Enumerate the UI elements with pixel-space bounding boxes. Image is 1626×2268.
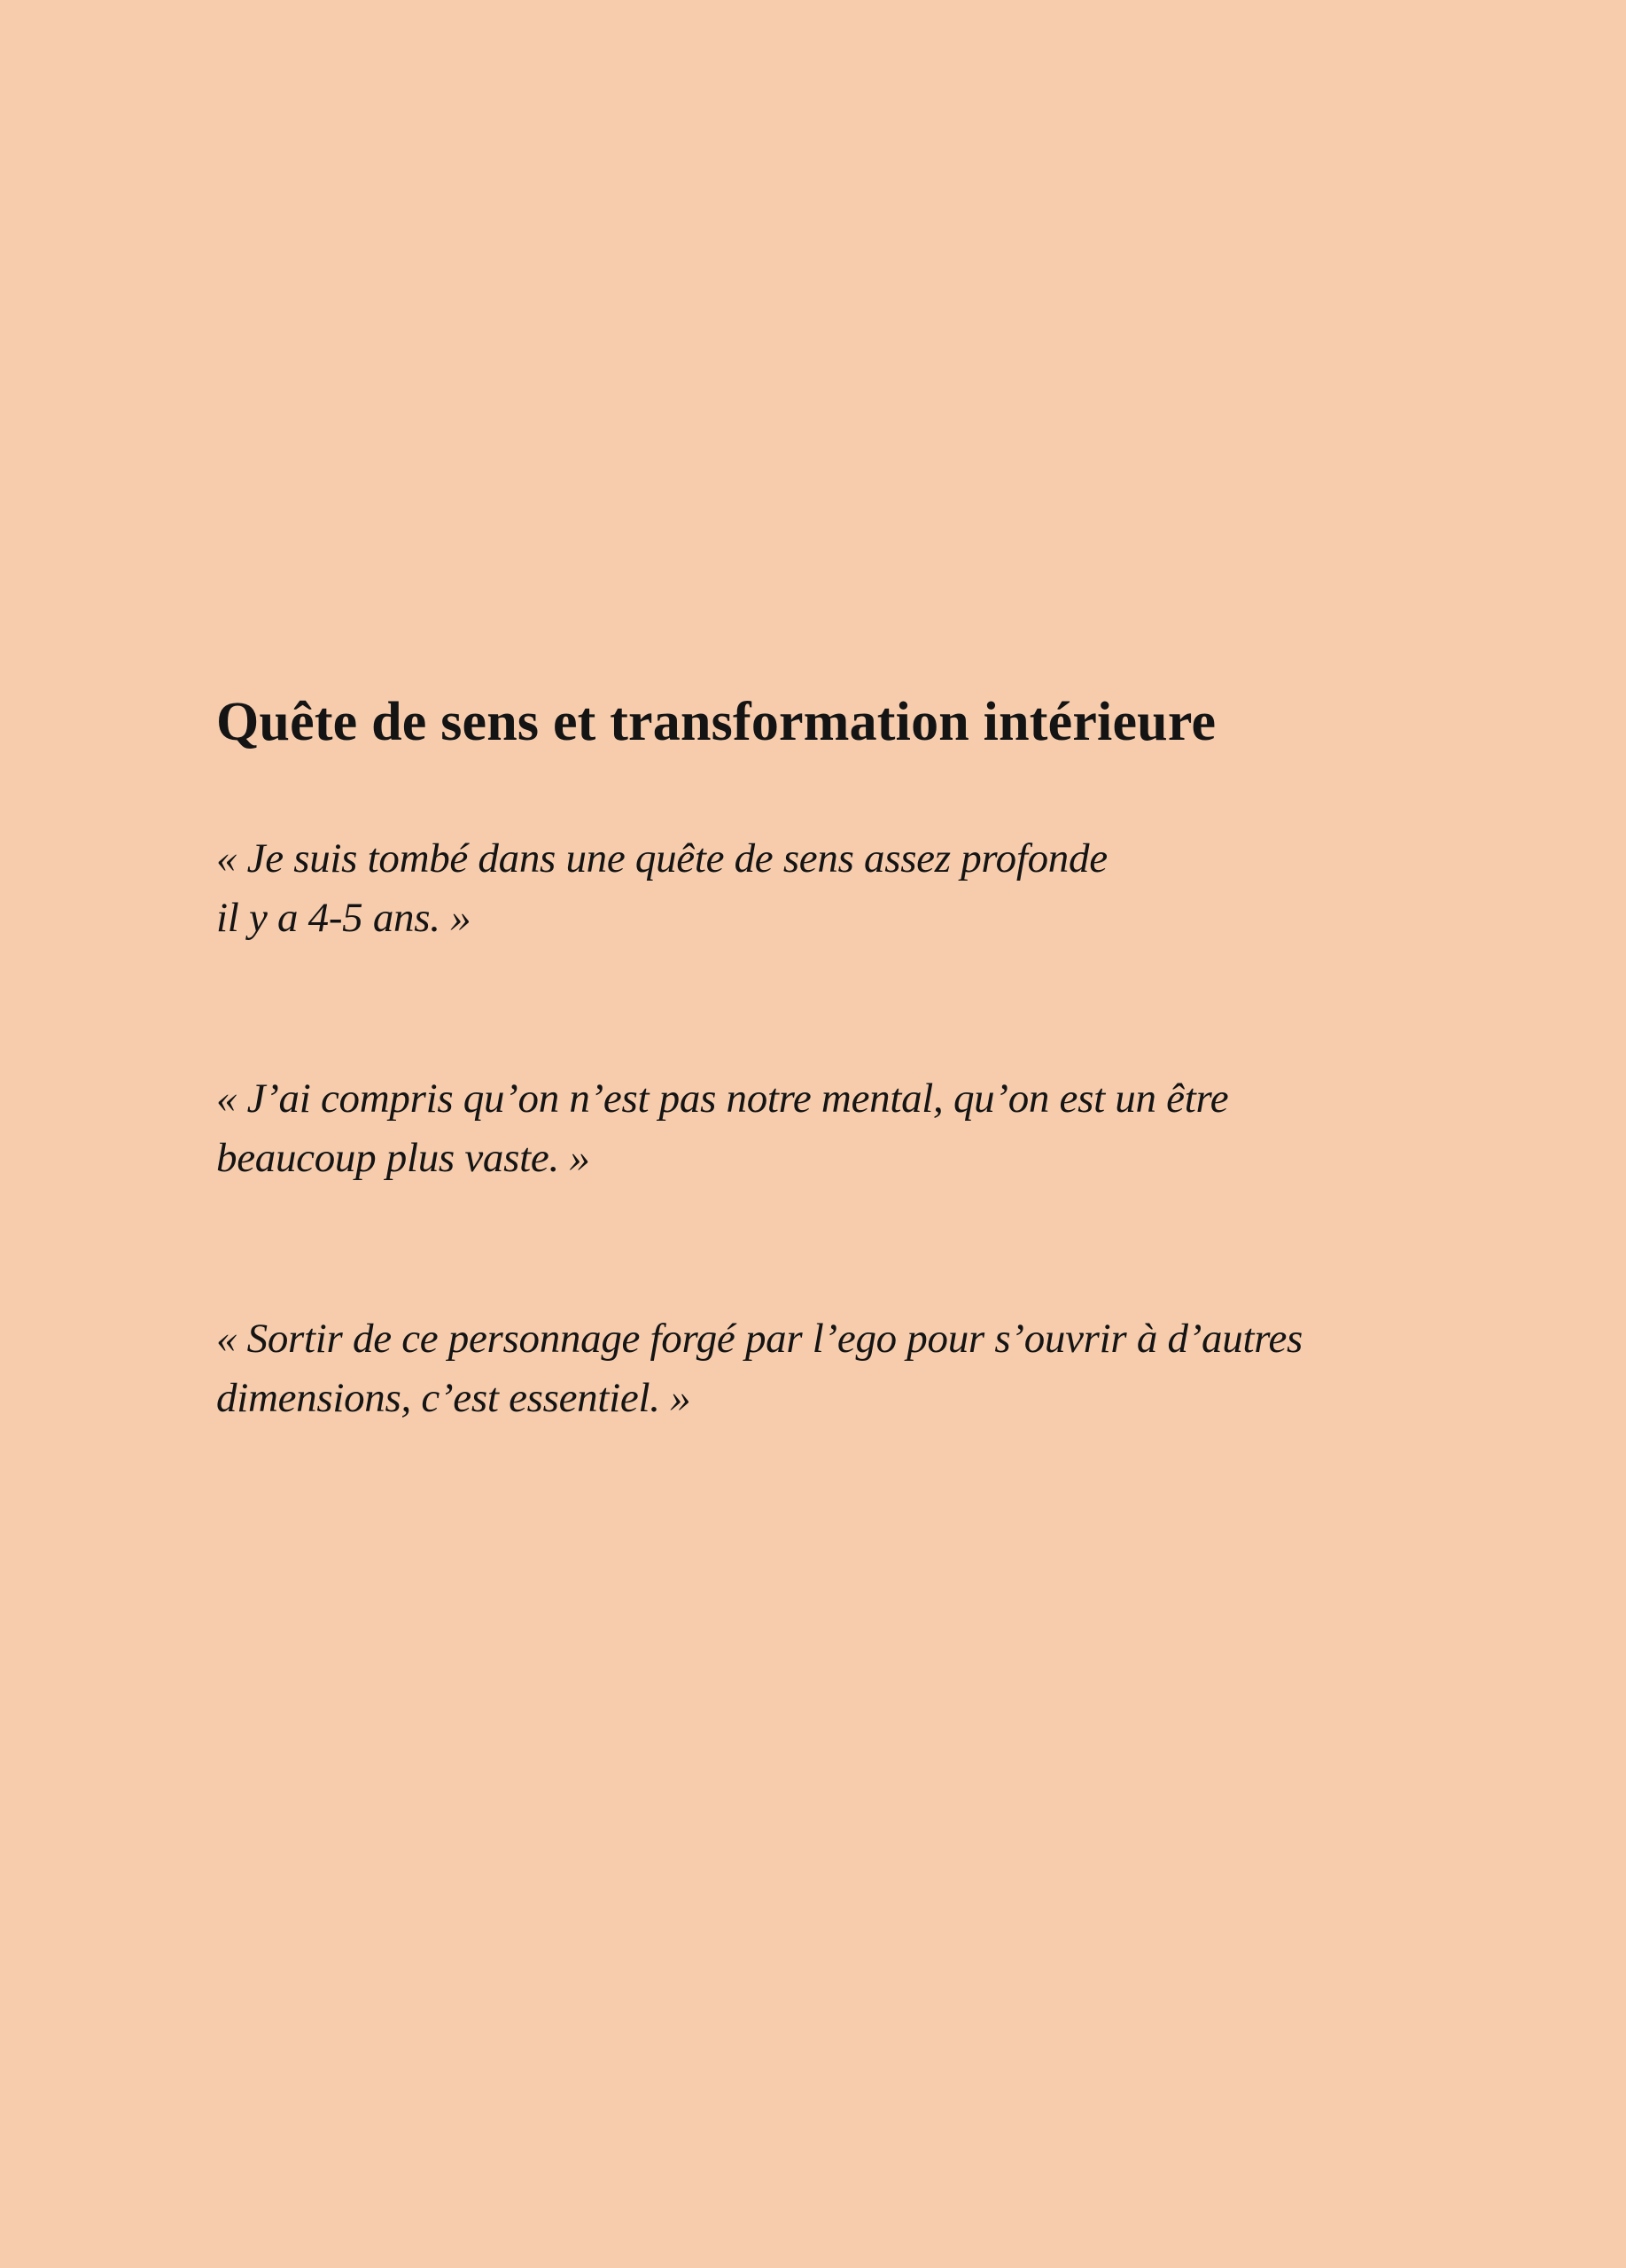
quote-3-line-2: dimensions, c’est essentiel. » [216,1375,691,1422]
document-content [216,691,1457,1428]
quote-2-line-1: « J’ai compris qu’on n’est pas notre mental, qu’on est un être [216,1076,1229,1122]
quote-1-line-1: « Je suis tombé dans une quête de sens assez profonde [216,835,1108,882]
quote-3-line-1: « Sortir de ce personnage forgé par l’ego pour s’ouvrir à d’autres [216,1316,1303,1363]
quote-1-line-2: il y a 4-5 ans. » [216,895,471,942]
quote-3 [216,1309,1457,1428]
page-title: Quête de sens et transformation intérieure [216,692,1217,752]
quote-1 [216,829,1457,948]
quote-2-line-2: beaucoup plus vaste. » [216,1135,590,1182]
quote-2 [216,1069,1457,1188]
